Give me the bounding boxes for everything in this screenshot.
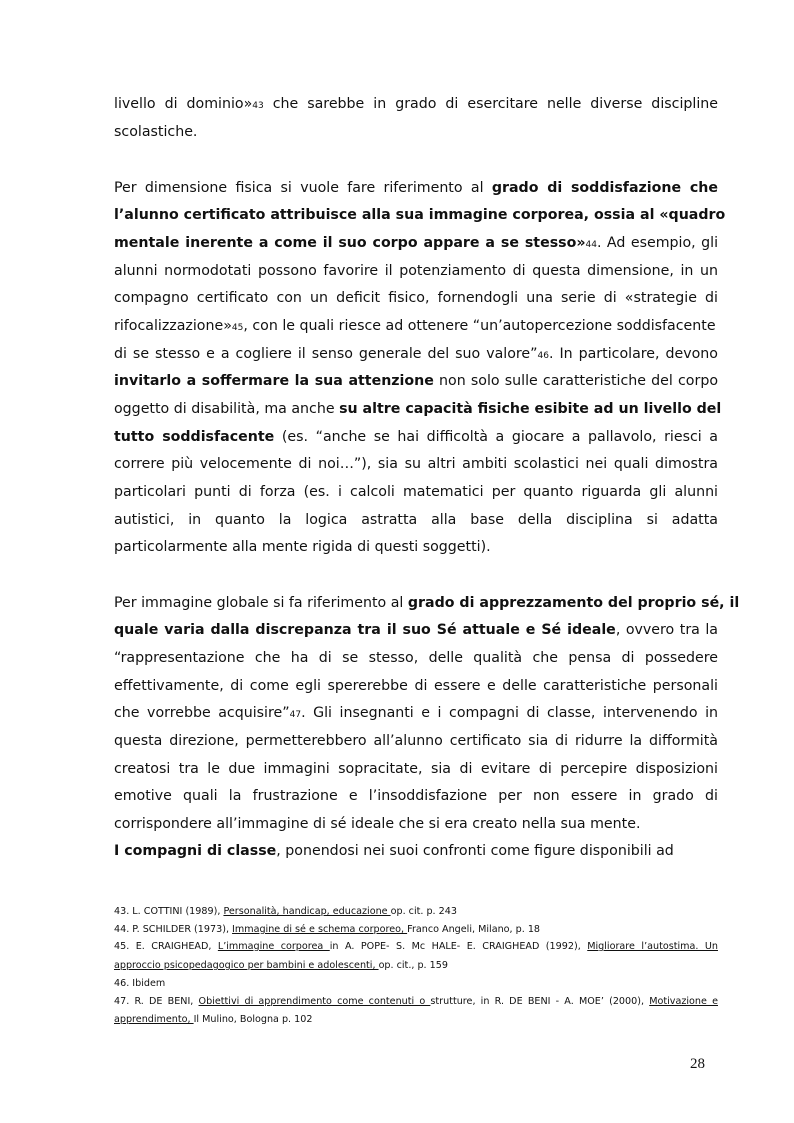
paragraph-2-line-7: di se stesso e a cogliere il senso generale del suo valore”46. In particolare, devono	[114, 346, 718, 362]
paragraph-2-line-6: rifocalizzazione»45, con le quali riesce ad ottenere “un’autopercezione soddisfacente	[114, 318, 716, 334]
footnote-45-line-1: 45. E. CRAIGHEAD, L’immagine corporea in A. POPE- S. Mc HALE- E. CRAIGHEAD (1992), Migliorare l’autostima. Un	[114, 941, 718, 952]
paragraph-2-line-3: mentale inerente a come il suo corpo appare a se stesso»44. Ad esempio, gli	[114, 235, 719, 251]
paragraph-3-line-8: emotive quali la frustrazione e l’insoddisfazione per non essere in grado di	[114, 788, 718, 804]
paragraph-2-line-14: particolarmente alla mente rigida di questi soggetti).	[114, 539, 491, 555]
paragraph-3-line-4: effettivamente, di come egli spererebbe di essere e delle caratteristiche personali	[114, 678, 718, 694]
paragraph-1-line-2: scolastiche.	[114, 124, 198, 140]
footnote-46: 46. Ibidem	[114, 978, 166, 989]
page-number: 28	[690, 1056, 705, 1072]
paragraph-3-line-9: corrispondere all’immagine di sé ideale che si era creato nella sua mente.	[114, 816, 641, 832]
footnote-47-line-1: 47. R. DE BENI, Obiettivi di apprendimento come contenuti o strutture, in R. DE BENI - A. MOE’ (2000), Motivazione e	[114, 996, 718, 1007]
paragraph-2-line-8: invitarlo a soffermare la sua attenzione non solo sulle caratteristiche del corpo	[114, 373, 718, 389]
paragraph-2-line-5: compagno certificato con un deficit fisico, fornendogli una serie di «strategie di	[114, 290, 718, 306]
paragraph-3-line-10: I compagni di classe, ponendosi nei suoi confronti come figure disponibili ad	[114, 843, 674, 859]
footnote-47-line-2: apprendimento, Il Mulino, Bologna p. 102	[114, 1014, 313, 1025]
paragraph-2-line-10: tutto soddisfacente (es. “anche se hai difficoltà a giocare a pallavolo, riesci a	[114, 429, 718, 445]
footnote-ref-47: 47	[289, 710, 302, 720]
footnote-ref-43: 43	[252, 101, 264, 111]
footnote-ref-45: 45	[231, 323, 244, 333]
paragraph-3-line-7: creatosi tra le due immagini sopracitate, sia di evitare di percepire disposizioni	[114, 761, 718, 777]
paragraph-2-line-11: correre più velocemente di noi…”), sia su altri ambiti scolastici nei quali dimostra	[114, 456, 718, 472]
footnote-45-line-2: approccio psicopedagogico per bambini e adolescenti, op. cit., p. 159	[114, 960, 448, 971]
paragraph-2-line-2: l’alunno certificato attribuisce alla sua immagine corporea, ossia al «quadro	[114, 207, 726, 223]
footnote-43: 43. L. COTTINI (1989), Personalità, handicap, educazione op. cit. p. 243	[114, 906, 457, 917]
paragraph-2-line-1: Per dimensione fisica si vuole fare riferimento al grado di soddisfazione che	[114, 180, 718, 196]
paragraph-2-line-12: particolari punti di forza (es. i calcoli matematici per quanto riguarda gli alunni	[114, 484, 718, 500]
footnote-ref-46: 46	[537, 351, 549, 361]
footnote-ref-44: 44	[585, 240, 597, 250]
footnote-44: 44. P. SCHILDER (1973), Immagine di sé e schema corporeo, Franco Angeli, Milano, p. 18	[114, 924, 541, 935]
paragraph-2-line-9: oggetto di disabilità, ma anche su altre capacità fisiche esibite ad un livello del	[114, 401, 722, 417]
paragraph-3-line-1: Per immagine globale si fa riferimento al grado di apprezzamento del proprio sé, il	[114, 595, 740, 611]
paragraph-3-line-6: questa direzione, permetterebbero all’alunno certificato sia di ridurre la difformità	[114, 733, 718, 749]
paragraph-3-line-5: che vorrebbe acquisire”47. Gli insegnanti e i compagni di classe, intervenendo in	[114, 705, 719, 721]
paragraph-2-line-13: autistici, in quanto la logica astratta alla base della disciplina si adatta	[114, 512, 718, 528]
paragraph-3-line-2: quale varia dalla discrepanza tra il suo Sé attuale e Sé ideale, ovvero tra la	[114, 622, 718, 638]
paragraph-1-line-1: livello di dominio»43 che sarebbe in grado di esercitare nelle diverse discipline	[114, 96, 719, 112]
paragraph-3-line-3: “rappresentazione che ha di se stesso, delle qualità che pensa di possedere	[114, 650, 718, 666]
paragraph-2-line-4: alunni normodotati possono favorire il potenziamento di questa dimensione, in un	[114, 263, 718, 279]
